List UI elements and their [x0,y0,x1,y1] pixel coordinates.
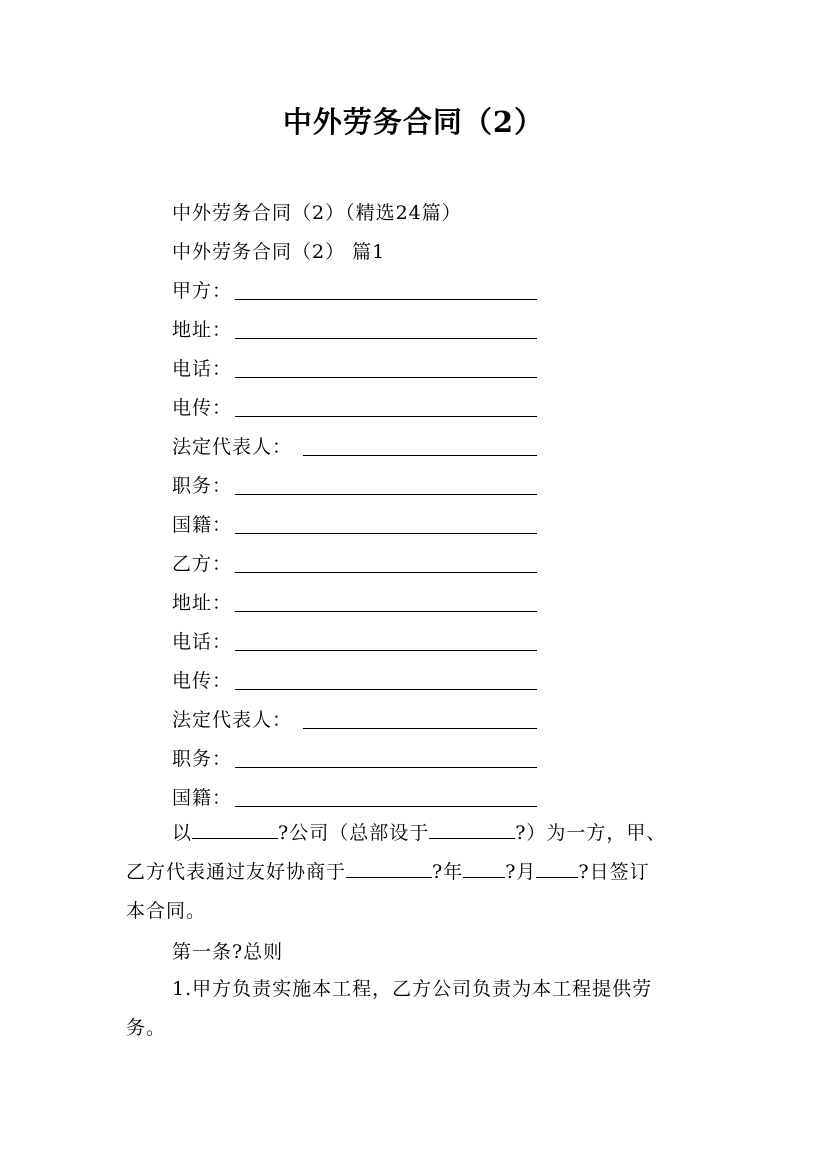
intro-text: 以 [172,822,193,844]
fill-blank [192,822,278,839]
intro-paragraph [126,814,716,931]
party-a-nationality-field [172,510,537,534]
fill-blank [303,727,537,729]
fill-blank [235,493,537,495]
field-label: 地址： [172,319,233,341]
intro-text: ?）为一方，甲、 [515,822,667,844]
fill-blank [429,822,515,839]
party-a-telex-field [172,393,537,417]
field-label: 甲方： [172,280,233,302]
article-1-heading: 第一条?总则 [172,941,284,963]
party-a-phone-field [172,354,537,378]
fill-blank [235,337,537,339]
fill-blank [235,532,537,534]
party-b-phone-field [172,627,537,651]
field-label: 法定代表人： [172,709,293,731]
party-b-telex-field [172,666,537,690]
fill-blank [463,861,505,878]
field-label: 国籍： [172,787,233,809]
field-label: 法定代表人： [172,436,293,458]
fill-blank [235,805,537,807]
section-heading: 中外劳务合同（2） 篇1 [172,241,386,263]
document-subtitle: 中外劳务合同（2）（精选24篇） [172,202,462,224]
intro-text: 乙方代表通过友好协商于 [126,861,347,883]
fill-blank [536,861,578,878]
intro-text: ?月 [505,861,537,883]
fill-blank [303,454,537,456]
clause-1-line-1: 1.甲方负责实施本工程，乙方公司负责为本工程提供劳 [172,978,653,1000]
fill-blank [235,688,537,690]
field-label: 乙方： [172,553,233,575]
field-label: 电传： [172,397,233,419]
intro-line-1 [126,814,716,853]
field-label: 电话： [172,358,233,380]
party-a-legal-rep-field [172,432,537,456]
party-a-address-field [172,315,537,339]
clause-1-line-2: 务。 [126,1017,167,1039]
clause-1-paragraph [126,970,716,1048]
field-label: 职务： [172,748,233,770]
field-label: 职务： [172,475,233,497]
party-b-name-field [172,549,537,573]
party-b-position-field [172,744,537,768]
party-b-nationality-field [172,783,537,807]
intro-text: ?公司（总部设于 [278,822,430,844]
fill-blank [235,649,537,651]
intro-line-3: 本合同。 [126,900,207,922]
fill-blank [235,376,537,378]
party-b-legal-rep-field [172,705,537,729]
party-b-address-field [172,588,537,612]
party-a-position-field [172,471,537,495]
fill-blank [235,766,537,768]
field-label: 地址： [172,592,233,614]
field-label: 电传： [172,670,233,692]
fill-blank [235,298,537,300]
fill-blank [235,415,537,417]
fill-blank [235,610,537,612]
field-label: 国籍： [172,514,233,536]
document-title: 中外劳务合同（2） [282,105,545,139]
fill-blank [235,571,537,573]
intro-text: ?日签订 [578,861,650,883]
party-a-name-field [172,276,537,300]
fill-blank [346,861,432,878]
intro-text: ?年 [432,861,464,883]
intro-line-2 [126,853,716,892]
field-label: 电话： [172,631,233,653]
